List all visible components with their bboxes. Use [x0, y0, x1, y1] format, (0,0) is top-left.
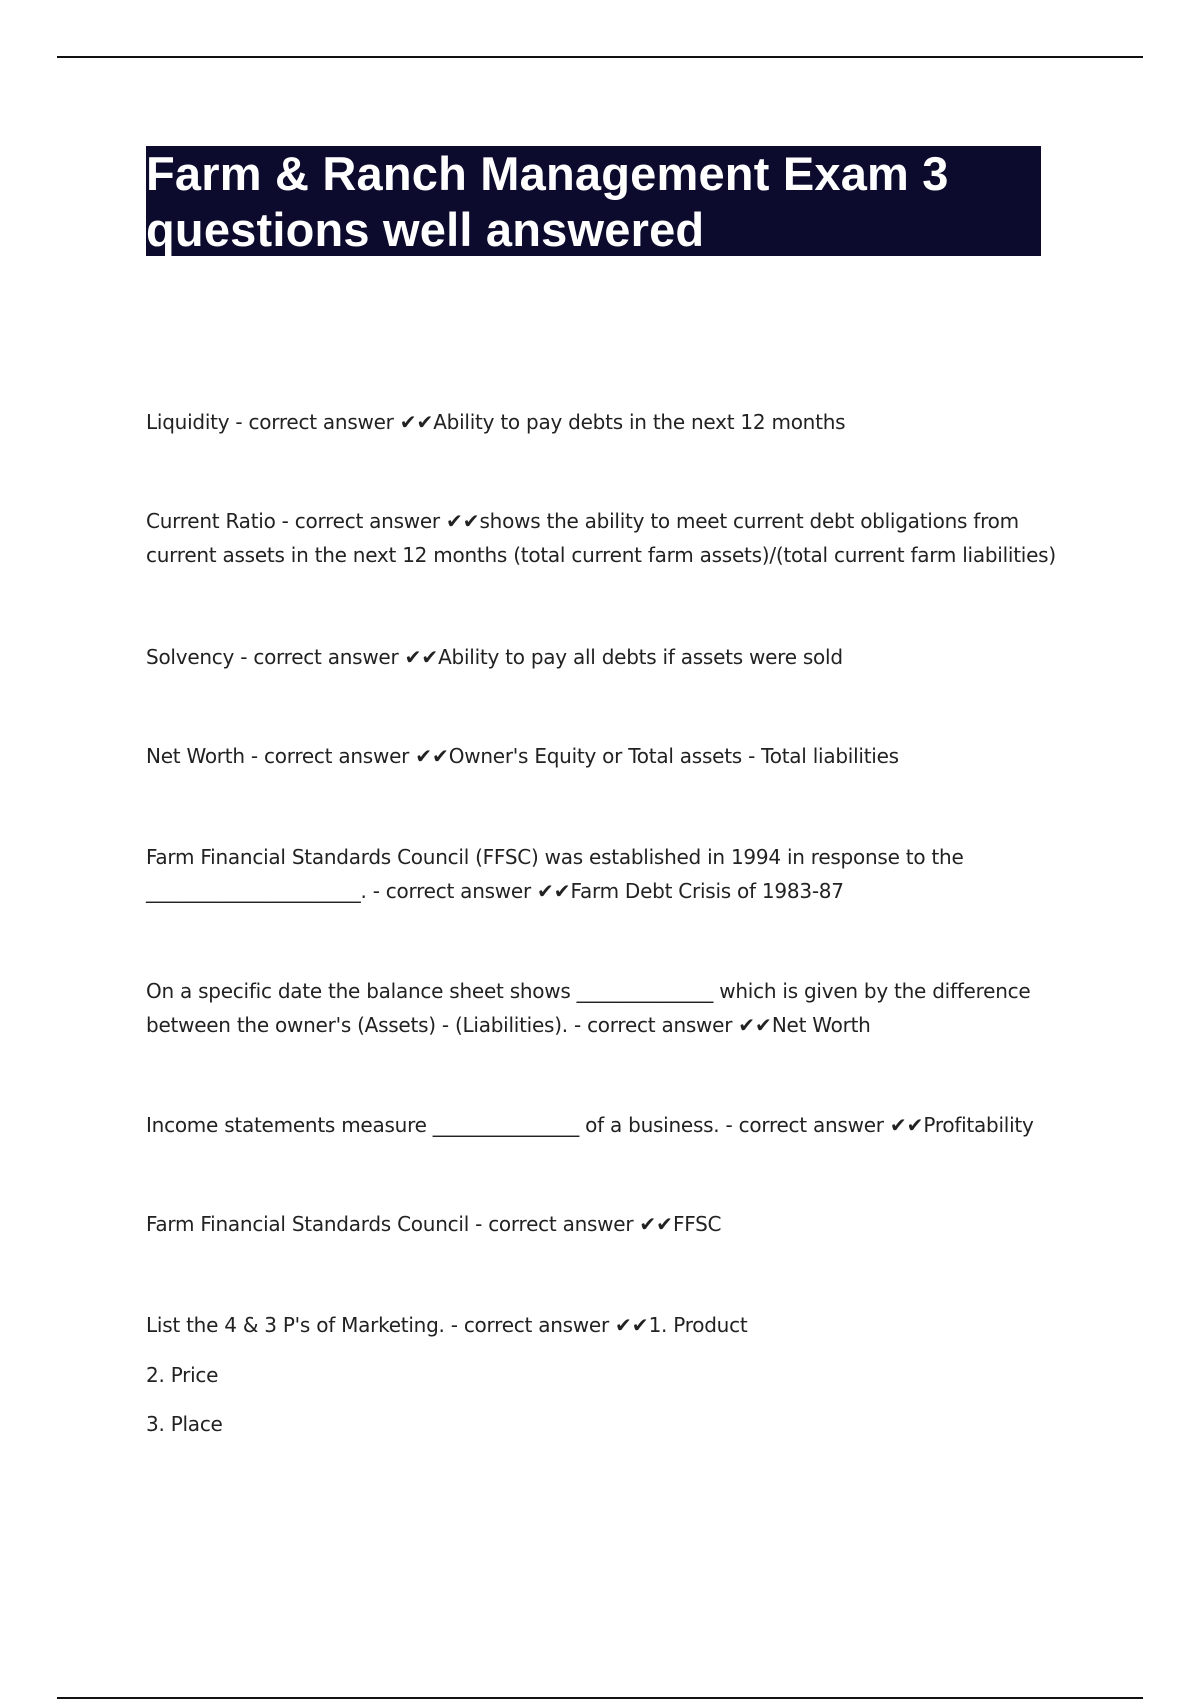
document-title	[146, 146, 1041, 258]
answer-text: shows the ability to meet current debt obligations from current assets in the next 12 months (total current farm assets)/(total current farm liabilities)	[146, 509, 1056, 567]
checkmark-icon: ✔✔	[639, 1212, 673, 1236]
list-item: 3. Place	[146, 1412, 223, 1436]
header-rule	[57, 56, 1143, 58]
qa-item	[146, 1207, 1066, 1241]
checkmark-icon: ✔✔	[738, 1013, 772, 1037]
qa-item	[146, 739, 1066, 773]
answer-text: Ability to pay debts in the next 12 months	[433, 410, 846, 434]
qa-item	[146, 840, 1066, 908]
answer-marker: correct answer	[263, 744, 410, 768]
qa-item	[146, 504, 1066, 572]
answer-marker: correct answer	[463, 1313, 609, 1337]
answer-text: Net Worth	[771, 1013, 871, 1037]
answer-marker: correct answer	[253, 645, 399, 669]
answer-text: Owner's Equity or Total assets - Total liabilities	[448, 744, 899, 768]
qa-item	[146, 1308, 1066, 1342]
question-text: Income statements measure _______________ of a business.	[146, 1113, 720, 1137]
checkmark-icon: ✔✔	[446, 509, 480, 533]
question-text: On a specific date the balance sheet shows ______________ which is given by the difference between the owner's (Assets) - (Liabilities).	[146, 979, 1031, 1037]
answer-text: 1. Product	[648, 1313, 748, 1337]
answer-marker: correct answer	[385, 879, 531, 903]
answer-text: Farm Debt Crisis of 1983-87	[570, 879, 844, 903]
title-line-2: questions well answered	[146, 203, 705, 256]
question-text: Solvency	[146, 645, 235, 669]
question-text: Net Worth	[146, 744, 245, 768]
answer-marker: correct answer	[738, 1113, 884, 1137]
checkmark-icon: ✔✔	[415, 744, 449, 768]
title-line-1: Farm & Ranch Management Exam 3	[146, 147, 949, 200]
answer-marker: correct answer	[294, 509, 440, 533]
checkmark-icon: ✔✔	[537, 879, 571, 903]
checkmark-icon: ✔✔	[889, 1113, 924, 1137]
checkmark-icon: ✔✔	[615, 1313, 649, 1337]
question-text: List the 4 & 3 P's of Marketing.	[146, 1313, 445, 1337]
footer-rule	[57, 1697, 1143, 1699]
answer-marker: correct answer	[248, 410, 394, 434]
answer-text: Ability to pay all debts if assets were sold	[438, 645, 843, 669]
qa-item	[146, 974, 1066, 1042]
checkmark-icon: ✔✔	[399, 410, 434, 434]
answer-marker: correct answer	[587, 1013, 733, 1037]
question-text: Farm Financial Standards Council (FFSC) was established in 1994 in response to the ______________________.	[146, 845, 964, 903]
answer-text: FFSC	[672, 1212, 722, 1236]
qa-item	[146, 640, 1066, 674]
answer-text: Profitability	[923, 1113, 1034, 1137]
question-text: Current Ratio	[146, 509, 276, 533]
checkmark-icon: ✔✔	[404, 645, 439, 669]
question-text: Liquidity	[146, 410, 230, 434]
answer-marker: correct answer	[488, 1212, 634, 1236]
title-banner	[146, 146, 1041, 256]
qa-item	[146, 405, 1066, 439]
question-text: Farm Financial Standards Council	[146, 1212, 469, 1236]
list-item: 2. Price	[146, 1363, 219, 1387]
qa-item	[146, 1108, 1066, 1142]
